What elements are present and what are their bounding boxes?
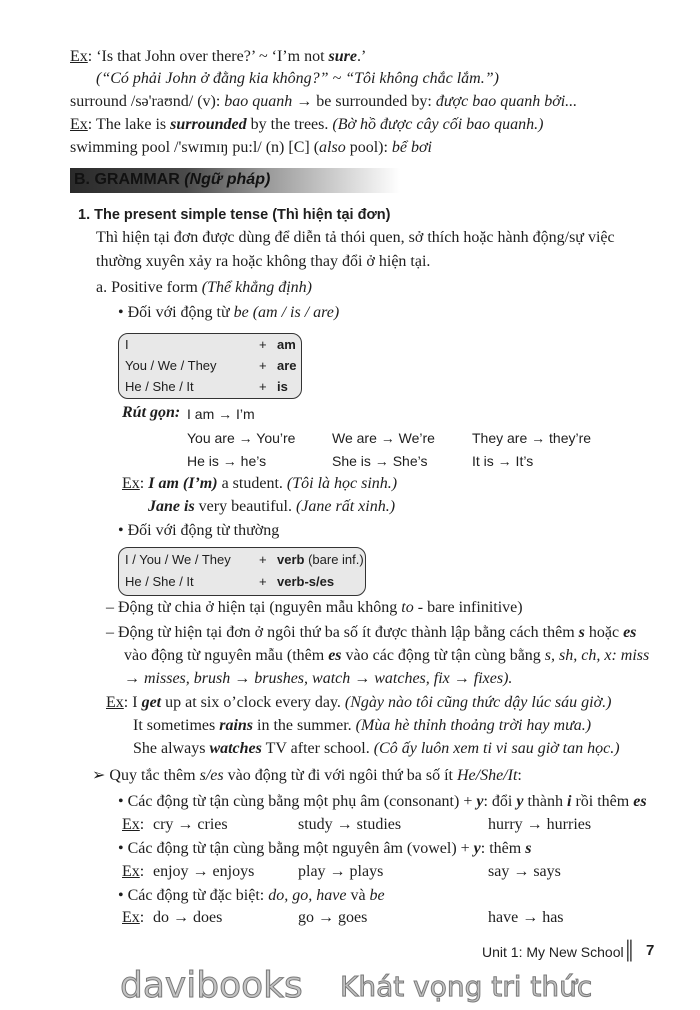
text-segment: vào động từ đi với ngôi thứ ba số ít: [223, 767, 457, 784]
example-jane-is: [148, 497, 395, 517]
example-word: cry → cries: [153, 816, 228, 833]
example-word: say → says: [488, 863, 561, 880]
text-segment: s: [578, 624, 585, 641]
text-segment: He/She/It: [456, 767, 518, 784]
verb-note: (bare inf.): [304, 552, 364, 567]
text-segment: .’: [356, 48, 367, 65]
be-conjugation-box: [118, 333, 302, 399]
text-segment: very beautiful.: [194, 498, 296, 515]
example-word: have → has: [488, 909, 564, 926]
example-word: hurry → hurries: [488, 816, 592, 833]
text-segment: bao quanh: [224, 93, 293, 110]
text-segment: y: [516, 793, 524, 810]
text-segment: Jane is: [148, 498, 195, 515]
contraction: We are → We’re: [332, 430, 435, 446]
text-segment: ➢ Quy tắc thêm: [92, 767, 200, 784]
text-segment: • Các động từ tận cùng bằng một phụ âm (consonant) +: [118, 793, 477, 810]
example-sure: [70, 47, 366, 67]
text-segment: es: [633, 793, 647, 810]
ex-label: Ex: [122, 816, 140, 833]
text-segment: Ex: [106, 694, 124, 711]
text-segment: – Động từ hiện tại đơn ở ngôi thứ ba số ít được thành lập bằng cách thêm: [106, 624, 579, 641]
table-row: [125, 379, 288, 394]
plus-sign: +: [259, 358, 267, 373]
text-segment: được bao quanh bởi...: [435, 93, 578, 110]
text-segment: TV after school.: [261, 740, 374, 757]
verb: verb-s/es: [277, 574, 335, 589]
text-segment: và: [346, 887, 370, 904]
example-word: play → plays: [298, 863, 384, 880]
text-segment: It sometimes: [133, 717, 220, 734]
contraction: He is → he’s: [187, 453, 267, 469]
text-segment: :: [139, 475, 149, 492]
text-segment: i: [567, 793, 572, 810]
text-segment: (Cô ấy luôn xem ti vi sau giờ tan học.): [373, 740, 620, 757]
section-heading-present-simple: 1. The present simple tense (Thì hiện tại đơn): [78, 207, 391, 223]
text-segment: hoặc: [584, 624, 624, 641]
watermark-logo: davibooks: [120, 965, 303, 1006]
dash-item: [106, 598, 523, 618]
example-word: do → does: [153, 909, 223, 926]
contraction: She is → She’s: [332, 453, 428, 469]
plus-sign: +: [259, 337, 267, 352]
example-word: enjoy → enjoys: [153, 863, 255, 880]
text-segment: vào động từ nguyên mẫu (thêm: [124, 647, 329, 664]
rule-heading: [92, 766, 522, 786]
text-segment: swimming pool /'swɪmɪŋ pu:l/ (n) [C] (: [70, 139, 320, 156]
contraction: I am → I’m: [187, 406, 255, 422]
example-word: study → studies: [298, 816, 402, 833]
text-segment: vào các động từ tận cùng bằng: [341, 647, 545, 664]
text-segment: - bare infinitive): [413, 599, 523, 616]
text-segment: : đổi: [483, 793, 517, 810]
text-segment: – Động từ chia ở hiện tại (nguyên mẫu không: [106, 599, 402, 616]
text-segment: (Bờ hồ được cây cối bao quanh.): [332, 116, 544, 133]
text-segment: surround /sə'raʊnd/ (v):: [70, 93, 225, 110]
watermark-slogan: Khát vọng tri thức: [340, 970, 593, 1003]
subject: I: [125, 337, 129, 352]
text-segment: rồi thêm: [571, 793, 634, 810]
text-segment: Thì hiện tại đơn được dùng để diễn tả thói quen, sở thích hoặc hành động/sự việc: [96, 229, 615, 246]
text-segment: sure: [328, 48, 357, 65]
text-segment: (Thể khẳng định): [201, 279, 312, 296]
text-segment: y: [476, 793, 484, 810]
dash-item-cont: [124, 669, 512, 689]
vocab-surround: [70, 92, 577, 112]
example-sure-translation: [96, 69, 499, 89]
text-segment: Rút gọn:: [122, 404, 181, 421]
table-row: [125, 552, 364, 567]
examples-row: Ex:: [122, 863, 145, 880]
verb: are: [277, 358, 297, 373]
text-segment: s: [525, 840, 532, 857]
section-banner-grammar: [70, 168, 400, 193]
text-segment: She always: [133, 740, 210, 757]
text-segment: • Đối với động từ: [118, 304, 234, 321]
bullet-be-verb: [118, 303, 339, 323]
examples-row: Ex:: [122, 909, 145, 926]
ex-label: Ex: [122, 909, 140, 926]
footer-separator: ║: [623, 940, 636, 960]
subject: He / She / It: [125, 574, 194, 589]
text-segment: bể bơi: [391, 139, 432, 156]
text-segment: be: [369, 887, 385, 904]
banner-title-text: B. GRAMMAR: [74, 171, 185, 188]
example-word: go → goes: [298, 909, 368, 926]
text-segment: • Các động từ đặc biệt:: [118, 887, 269, 904]
text-segment: (Ngày nào tôi cũng thức dậy lúc sáu giờ.): [344, 694, 612, 711]
text-segment: (Jane rất xinh.): [295, 498, 396, 515]
text-segment: :: [517, 767, 522, 784]
text-segment: in the summer.: [253, 717, 356, 734]
text-segment: s, sh, ch, x: miss: [544, 647, 650, 664]
text-segment: (“Có phải John ở đằng kia không?” ~ “Tôi không chắc lắm.”): [96, 70, 499, 87]
subject: You / We / They: [125, 358, 217, 373]
text-segment: Ex: [122, 475, 140, 492]
text-segment: es: [623, 624, 637, 641]
verb: is: [277, 379, 288, 394]
examples-row: Ex:: [122, 816, 145, 833]
text-segment: (Mùa hè thỉnh thoảng trời hay mưa.): [355, 717, 592, 734]
table-row: [125, 574, 335, 589]
text-segment: I am (I’m): [148, 475, 218, 492]
ex-label: Ex: [122, 863, 140, 880]
text-segment: : I: [123, 694, 142, 711]
rule-special-verbs: [118, 886, 385, 906]
banner-title: [74, 171, 270, 189]
verb: am: [277, 337, 296, 352]
example-surrounded: [70, 115, 543, 135]
dash-item: [106, 623, 636, 643]
text-segment: (Tôi là học sinh.): [286, 475, 398, 492]
example-i-am: [122, 474, 397, 494]
text-segment: rains: [219, 717, 254, 734]
text-segment: : The lake is: [87, 116, 171, 133]
rule-consonant-y: [118, 792, 647, 812]
contraction: They are → they’re: [472, 430, 592, 446]
text-segment: Ex: [70, 48, 88, 65]
text-segment: a. Positive form: [96, 279, 202, 296]
bullet-regular-verb: [118, 521, 279, 541]
text-segment: : ‘Is that John over there?’ ~ ‘I’m not: [87, 48, 329, 65]
text-segment: pool):: [345, 139, 392, 156]
text-segment: up at six o’clock every day.: [161, 694, 345, 711]
verb: verb: [277, 552, 305, 567]
plus-sign: +: [259, 574, 267, 589]
subheading-positive-form: [96, 278, 312, 298]
text-segment: y: [473, 840, 481, 857]
contractions-label: [122, 403, 180, 423]
subject: I / You / We / They: [125, 552, 231, 567]
text-segment: : thêm: [480, 840, 526, 857]
paragraph-line: [96, 228, 615, 248]
contraction: You are → You’re: [187, 430, 296, 446]
text-segment: to: [401, 599, 414, 616]
text-segment: be (am / is / are): [233, 304, 340, 321]
banner-title-vi: (Ngữ pháp): [184, 171, 271, 188]
text-segment: surrounded: [170, 116, 247, 133]
text-segment: es: [328, 647, 342, 664]
contraction: It is → It’s: [472, 453, 534, 469]
table-row: [125, 337, 296, 352]
example-watches: [133, 739, 620, 759]
text-segment: a student.: [217, 475, 287, 492]
text-segment: s/es: [199, 767, 224, 784]
text-segment: do, go, have: [268, 887, 347, 904]
text-segment: thường xuyên xảy ra hoặc không thay đổi ở hiện tại.: [96, 253, 431, 270]
example-get-up: [106, 693, 611, 713]
text-segment: by the trees.: [246, 116, 333, 133]
text-segment: • Đối với động từ thường: [118, 522, 280, 539]
text-segment: Ex: [70, 116, 88, 133]
text-segment: → misses, brush → brushes, watch → watches, fix → fixes).: [124, 670, 513, 687]
rule-vowel-y: [118, 839, 531, 859]
plus-sign: +: [259, 552, 267, 567]
footer-unit-title: Unit 1: My New School: [482, 944, 624, 960]
plus-sign: +: [259, 379, 267, 394]
text-segment: get: [141, 694, 162, 711]
page-number: 7: [646, 942, 655, 959]
text-segment: → be surrounded by:: [292, 93, 436, 110]
dash-item-cont: [124, 646, 649, 666]
table-row: [125, 358, 297, 373]
text-segment: thành: [523, 793, 567, 810]
vocab-swimming-pool: [70, 138, 432, 158]
paragraph-line: [96, 252, 430, 272]
regular-verb-box: [118, 547, 366, 596]
subject: He / She / It: [125, 379, 194, 394]
example-rains: [133, 716, 591, 736]
text-segment: watches: [209, 740, 262, 757]
text-segment: • Các động từ tận cùng bằng một nguyên âm (vowel) +: [118, 840, 474, 857]
text-segment: also: [319, 139, 346, 156]
